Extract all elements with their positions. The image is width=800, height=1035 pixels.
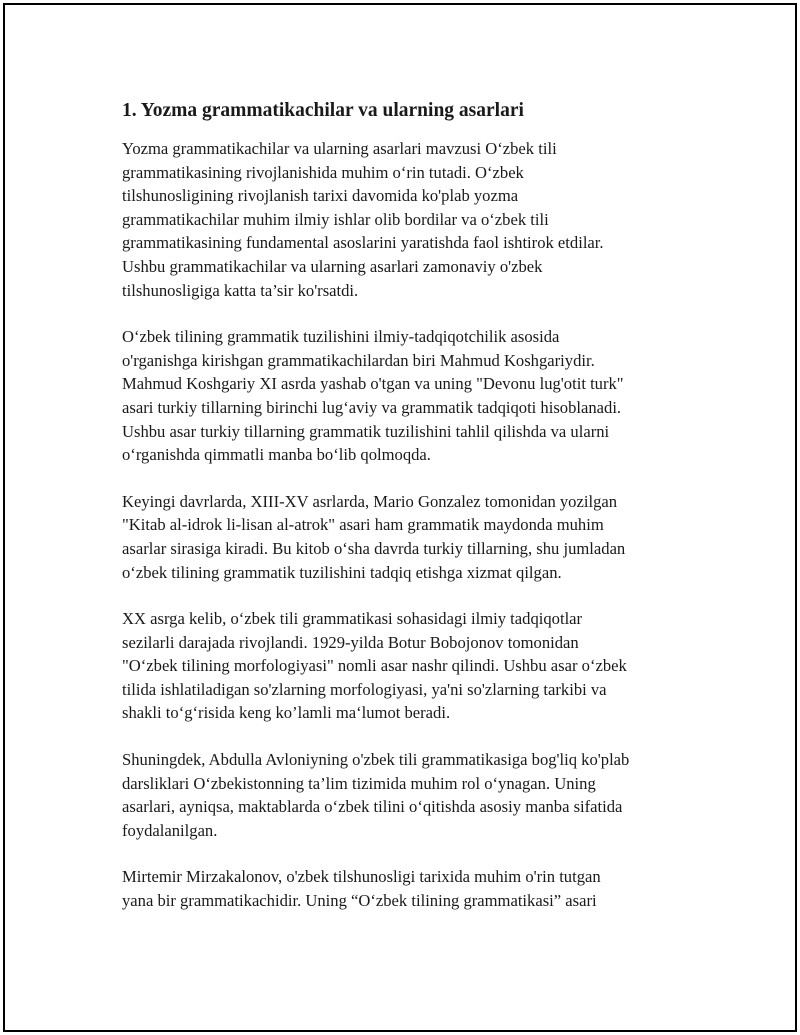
text-line: tilshunosligining rivojlanish tarixi davomida ko'plab yozma xyxy=(122,186,519,206)
text-line: "O‘zbek tilining morfologiyasi" nomli asar nashr qilindi. Ushbu asar o‘zbek xyxy=(122,656,627,676)
text-line: tilida ishlatiladigan so'zlarning morfologiyasi, ya'ni so'zlarning tarkibi va xyxy=(122,679,607,699)
paragraph xyxy=(122,865,702,912)
text-line: Yozma grammatikachilar va ularning asarlari mavzusi O‘zbek tili xyxy=(122,139,557,158)
paragraph-list xyxy=(122,137,702,913)
text-line: darsliklari O‘zbekistonning ta’lim tizimida muhim rol o‘ynagan. Uning xyxy=(122,773,596,793)
text-line: shakli to‘g‘risida keng ko’lamli ma‘lumot beradi. xyxy=(122,703,451,723)
text-line: Ushbu asar turkiy tillarning grammatik tuzilishini tahlil qilishda va ularni xyxy=(122,421,610,441)
text-line: tilshunosligiga katta ta’sir ko'rsatdi. xyxy=(122,280,359,300)
text-line: Ushbu grammatikachilar va ularning asarlari zamonaviy o'zbek xyxy=(122,256,543,276)
paragraph xyxy=(122,325,702,467)
text-line: o‘rganishda qimmatli manba bo‘lib qolmoqda. xyxy=(122,445,431,465)
text-line: asarlar sirasiga kiradi. Bu kitob o‘sha davrda turkiy tillarning, shu jumladan xyxy=(122,538,626,558)
paragraph xyxy=(122,137,702,302)
text-line: yana bir grammatikachidir. Uning “O‘zbek tilining grammatikasi” asari xyxy=(122,891,597,911)
text-line: grammatikasining rivojlanishida muhim o‘rin tutadi. O‘zbek xyxy=(122,162,524,182)
text-line: Mahmud Koshgariy XI asrda yashab o'tgan va uning "Devonu lug'otit turk" xyxy=(122,374,624,394)
text-line: o‘zbek tilining grammatik tuzilishini tadqiq etishga xizmat qilgan. xyxy=(122,562,562,582)
text-line: o'rganishga kirishgan grammatikachilardan biri Mahmud Koshgariydir. xyxy=(122,350,595,370)
text-line: Mirtemir Mirzakalonov, o'zbek tilshunosligi tarixida muhim o'rin tutgan xyxy=(122,867,601,887)
text-line: XX asrga kelib, o‘zbek tili grammatikasi sohasidagi ilmiy tadqiqotlar xyxy=(122,609,583,629)
text-line: Shuningdek, Abdulla Avloniyning o'zbek tili grammatikasiga bog'liq ko'plab xyxy=(122,750,630,770)
section-heading: 1. Yozma grammatikachilar va ularning asarlari xyxy=(122,100,524,121)
paragraph xyxy=(122,490,702,584)
paragraph xyxy=(122,748,702,842)
text-line: asarlari, ayniqsa, maktablarda o‘zbek tilini o‘qitishda asosiy manba sifatida xyxy=(122,797,623,817)
text-line: Keyingi davrlarda, XIII-XV asrlarda, Mario Gonzalez tomonidan yozilgan xyxy=(122,491,618,511)
text-line: foydalanilgan. xyxy=(122,820,218,840)
paragraph xyxy=(122,607,702,725)
text-line: grammatikasining fundamental asoslarini yaratishda faol ishtirok etdilar. xyxy=(122,233,604,253)
text-line: asari turkiy tillarning birinchi lug‘aviy va grammatik tadqiqoti hisoblanadi. xyxy=(122,397,622,417)
text-line: "Kitab al-idrok li-lisan al-atrok" asari ham grammatik maydonda muhim xyxy=(122,515,604,535)
text-line: grammatikachilar muhim ilmiy ishlar olib bordilar va o‘zbek tili xyxy=(122,209,549,229)
document-body xyxy=(122,97,702,936)
text-line: O‘zbek tilining grammatik tuzilishini ilmiy-tadqiqotchilik asosida xyxy=(122,327,560,347)
page-frame xyxy=(3,3,797,1032)
text-line: sezilarli darajada rivojlandi. 1929-yilda Botur Bobojonov tomonidan xyxy=(122,632,579,652)
